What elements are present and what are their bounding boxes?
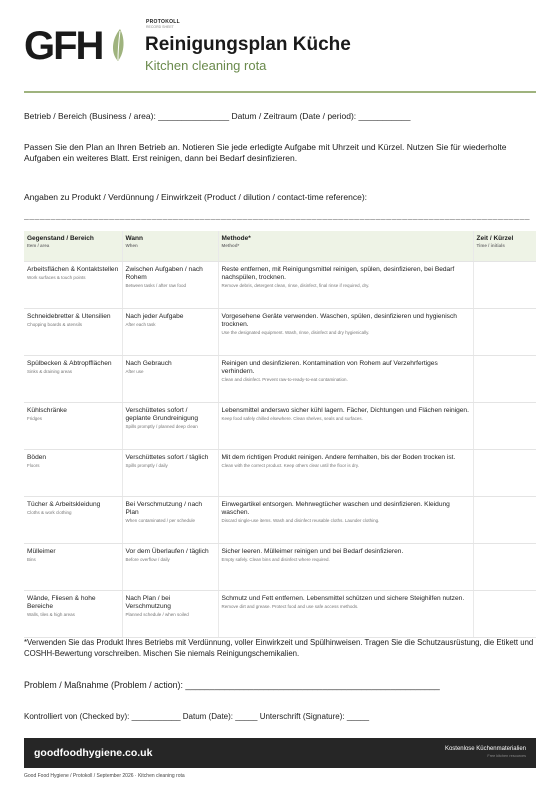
cell-method: Mit dem richtigen Produkt reinigen. Andere fernhalten, bis der Boden trocken ist. Clean with the correct product. Keep others clear until the floor is dry.	[218, 450, 473, 497]
cell-when: Vor dem Überlaufen / täglich Before overflow / daily	[122, 544, 218, 591]
table-row	[24, 497, 536, 544]
footnote: *Verwenden Sie das Produkt Ihres Betriebs mit Verdünnung, voller Einwirkzeit und Spülhinweisen. Tragen Sie die Schutzausrüstung, die Etikett und COSHH-Bewertung vorschreiben. Mischen Sie niemals Reinigungschemikalien.	[24, 638, 534, 658]
cell-method: Reinigen und desinfizieren. Kontamination von Rohem auf Verzehrfertiges verhindern. Clean and disinfect. Prevent raw-to-ready-to-eat contamination.	[218, 356, 473, 403]
cell-method: Einwegartikel entsorgen. Mehrwegtücher waschen und desinfizieren. Kleidung waschen. Discard single-use items. Wash and disinfect reusable cloths. Launder clothing.	[218, 497, 473, 544]
table-row	[24, 544, 536, 591]
cell-time-initials[interactable]	[473, 309, 536, 356]
table-row	[24, 591, 536, 638]
cell-item: Kühlschränke Fridges	[24, 403, 122, 450]
cell-item: Böden Floors	[24, 450, 122, 497]
cell-when: Verschüttetes sofort / geplante Grundreinigung Spills promptly / planned deep clean	[122, 403, 218, 450]
footer-resources-de: Kostenlose Küchenmaterialien	[444, 746, 526, 752]
footer-website-link[interactable]: goodfoodhygiene.co.uk	[34, 747, 153, 759]
table-header-row	[24, 231, 536, 262]
column-header-when: Wann When	[122, 231, 218, 262]
footer-bar	[24, 738, 536, 768]
cell-when: Nach jeder Aufgabe After each task	[122, 309, 218, 356]
cell-time-initials[interactable]	[473, 262, 536, 309]
cell-item: Schneidebretter & Utensilien Chopping boards & utensils	[24, 309, 122, 356]
checked-by-field[interactable]: Kontrolliert von (Checked by): ___________ Datum (Date): _____ Unterschrift (Signature): _____	[24, 712, 370, 721]
cell-item: Spülbecken & Abtropfflächen Sinks & draining areas	[24, 356, 122, 403]
cell-method: Lebensmittel anderswo sicher kühl lagern. Fächer, Dichtungen und Flächen reinigen. Keep food safely chilled elsewhere. Clean shelves, seals and surfaces.	[218, 403, 473, 450]
protocol-label: PROTOKOLL	[146, 19, 180, 25]
cell-time-initials[interactable]	[473, 356, 536, 403]
page-subtitle: Kitchen cleaning rota	[145, 58, 267, 73]
table-row	[24, 309, 536, 356]
business-date-field[interactable]: Betrieb / Bereich (Business / area): _______________ Datum / Zeitraum (Date / period): ___________	[24, 111, 411, 121]
cell-item: Tücher & Arbeitskleidung Cloths & work clothing	[24, 497, 122, 544]
protocol-sublabel: RECORD SHEET	[146, 25, 174, 29]
column-header-item: Gegenstand / Bereich Item / area	[24, 231, 122, 262]
cell-method: Sicher leeren. Mülleimer reinigen und bei Bedarf desinfizieren. Empty safely. Clean bins and disinfect where required.	[218, 544, 473, 591]
cell-time-initials[interactable]	[473, 497, 536, 544]
cell-when: Zwischen Aufgaben / nach Rohem Between tasks / after raw food	[122, 262, 218, 309]
cell-time-initials[interactable]	[473, 450, 536, 497]
cell-method: Reste entfernen, mit Reinigungsmittel reinigen, spülen, desinfizieren, bei Bedarf nachspülen, trocknen. Remove debris, detergent clean, rinse, disinfect, final rinse if required, dry.	[218, 262, 473, 309]
leaf-icon	[110, 28, 126, 62]
cell-when: Nach Plan / bei Verschmutzung Planned schedule / when soiled	[122, 591, 218, 638]
table-row	[24, 262, 536, 309]
cell-time-initials[interactable]	[473, 591, 536, 638]
footer-resources-en: Free kitchen resources	[487, 754, 526, 758]
table-row	[24, 450, 536, 497]
cell-method: Vorgesehene Geräte verwenden. Waschen, spülen, desinfizieren und hygienisch trocknen. Use the designated equipment. Wash, rinse, disinfect and dry hygienically.	[218, 309, 473, 356]
header-divider	[24, 91, 536, 93]
page-title: Reinigungsplan Küche	[145, 34, 351, 55]
cell-when: Verschüttetes sofort / täglich Spills promptly / daily	[122, 450, 218, 497]
cell-when: Bei Verschmutzung / nach Plan When contaminated / per schedule	[122, 497, 218, 544]
logo	[24, 26, 124, 66]
cell-time-initials[interactable]	[473, 403, 536, 450]
footer-resources	[445, 746, 526, 758]
product-reference-field[interactable]: _______________________________________________________________________________________________	[24, 210, 531, 220]
column-header-time-initials: Zeit / Kürzel Time / initials	[473, 231, 536, 262]
table-row	[24, 403, 536, 450]
cell-item: Wände, Fliesen & hohe Bereiche Walls, tiles & high areas	[24, 591, 122, 638]
problem-action-field[interactable]: Problem / Maßnahme (Problem / action): ____________________________________________________	[24, 680, 440, 690]
table-row	[24, 356, 536, 403]
cell-item: Mülleimer Bins	[24, 544, 122, 591]
cell-item: Arbeitsflächen & Kontaktstellen Work surfaces & touch points	[24, 262, 122, 309]
product-reference-label: Angaben zu Produkt / Verdünnung / Einwirkzeit (Product / dilution / contact-time reference):	[24, 192, 368, 202]
cell-method: Schmutz und Fett entfernen. Lebensmittel schützen und sichere Steighilfen nutzen. Remove dirt and grease. Protect food and use safe access methods.	[218, 591, 473, 638]
logo-text: GFH	[24, 24, 103, 68]
cell-when: Nach Gebrauch After use	[122, 356, 218, 403]
document-footer-line: Good Food Hygiene / Protokoll / September 2026 · Kitchen cleaning rota	[24, 773, 185, 779]
cell-time-initials[interactable]	[473, 544, 536, 591]
instructions-text: Passen Sie den Plan an Ihren Betrieb an. Notieren Sie jede erledigte Aufgabe mit Uhrzeit und Kürzel. Nutzen Sie für wiederholte Aufgaben ein weiteres Blatt. Erst reinigen, dann bei Bedarf desinfizieren.	[24, 142, 507, 163]
cleaning-rota-table	[24, 231, 536, 638]
column-header-method: Methode* Method*	[218, 231, 473, 262]
